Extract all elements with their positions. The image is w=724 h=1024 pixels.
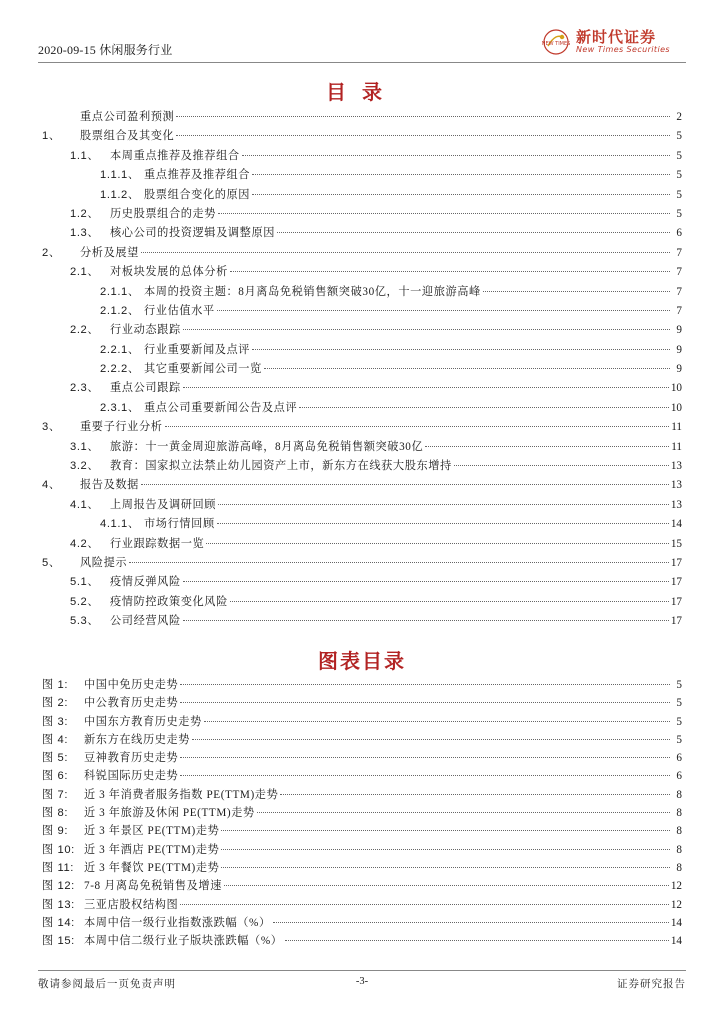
- entry-page: 17: [670, 615, 682, 628]
- entry-number: 5.1、: [70, 576, 100, 589]
- entry-page: 5: [676, 715, 682, 728]
- entry-number: 1.2、: [70, 207, 100, 220]
- entry-page: 14: [670, 916, 682, 929]
- entry-label-group: [42, 438, 423, 457]
- entry-page: 17: [670, 576, 682, 589]
- toc-entry[interactable]: [42, 476, 682, 495]
- entry-number: 2.3.1、: [100, 401, 140, 414]
- entry-label-group: [42, 399, 297, 418]
- entry-number: 4.1、: [70, 498, 100, 511]
- figure-entry[interactable]: [42, 676, 682, 694]
- entry-label: 对板块发展的总体分析: [110, 266, 228, 279]
- entry-page: 7: [676, 266, 682, 279]
- entry-page: 11: [671, 440, 682, 453]
- entry-label: 重点公司跟踪: [110, 382, 181, 395]
- figure-entry[interactable]: [42, 932, 682, 950]
- toc-entry[interactable]: [42, 399, 682, 418]
- entry-label-group: [42, 896, 178, 914]
- entry-label: 教育：国家拟立法禁止幼儿园资产上市，新东方在线获大股东增持: [110, 460, 452, 473]
- entry-label-group: [42, 822, 219, 840]
- entry-label-group: [42, 767, 178, 785]
- figure-list: [42, 676, 682, 950]
- page-header: [38, 28, 686, 62]
- entry-number: 2.2.1、: [100, 343, 140, 356]
- entry-label-group: [42, 224, 275, 243]
- toc-entry[interactable]: [42, 360, 682, 379]
- leader-dots: [218, 504, 669, 505]
- figure-entry[interactable]: [42, 786, 682, 804]
- entry-label: 行业动态跟踪: [110, 324, 181, 337]
- leader-dots: [218, 213, 670, 214]
- entry-number: 3、: [42, 421, 61, 434]
- leader-dots: [252, 194, 670, 195]
- entry-page: 14: [670, 518, 682, 531]
- toc-entry[interactable]: [42, 438, 682, 457]
- entry-label: 中公教育历史走势: [84, 697, 179, 710]
- entry-number: 图 13:: [42, 898, 75, 911]
- leader-dots: [285, 940, 669, 941]
- entry-page: 11: [671, 421, 682, 434]
- entry-label-group: [42, 841, 219, 859]
- entry-label-group: [42, 108, 174, 127]
- leader-dots: [257, 812, 670, 813]
- leader-dots: [183, 620, 669, 621]
- entry-number: 图 10:: [42, 843, 75, 856]
- entry-label: 其它重要新闻公司一览: [144, 363, 262, 376]
- entry-label: 7-8 月离岛免税销售及增速: [84, 880, 222, 893]
- toc-entry[interactable]: [42, 205, 682, 224]
- entry-number: 1、: [42, 130, 61, 143]
- entry-page: 10: [670, 382, 682, 395]
- entry-label-group: [42, 593, 228, 612]
- toc-entry[interactable]: [42, 263, 682, 282]
- entry-page: 13: [670, 460, 682, 473]
- entry-label: 分析及展望: [80, 246, 139, 259]
- entry-label: 重点推荐及推荐组合: [144, 169, 251, 182]
- leader-dots: [180, 684, 670, 685]
- entry-label-group: [42, 554, 127, 573]
- toc-entry[interactable]: [42, 186, 682, 205]
- leader-dots: [242, 155, 670, 156]
- entry-label: 核心公司的投资逻辑及调整原因: [110, 227, 276, 240]
- leader-dots: [180, 904, 669, 905]
- entry-number: 2.1.1、: [100, 285, 140, 298]
- entry-label: 近 3 年消费者服务指数 PE(TTM)走势: [84, 788, 279, 801]
- toc-entry[interactable]: [42, 302, 682, 321]
- entry-label: 本周中信二级行业子版块涨跌幅（%）: [84, 935, 283, 948]
- entry-page: 7: [676, 285, 682, 298]
- entry-number: 4.1.1、: [100, 518, 140, 531]
- toc-entry[interactable]: [42, 108, 682, 127]
- entry-number: 1.1.2、: [100, 188, 140, 201]
- toc-entry[interactable]: [42, 379, 682, 398]
- entry-label-group: [42, 283, 481, 302]
- entry-label-group: [42, 713, 202, 731]
- entry-page: 9: [676, 363, 682, 376]
- entry-label: 本周重点推荐及推荐组合: [110, 149, 240, 162]
- figures-title: 图表目录: [318, 649, 406, 673]
- entry-number: 图 9:: [42, 825, 69, 838]
- entry-label-group: [42, 147, 240, 166]
- entry-number: 图 7:: [42, 788, 69, 801]
- leader-dots: [230, 601, 669, 602]
- leader-dots: [264, 368, 670, 369]
- entry-label-group: [42, 676, 178, 694]
- entry-label: 三亚店股权结构图: [84, 898, 179, 911]
- toc-entry[interactable]: [42, 418, 682, 437]
- entry-number: 2.2.2、: [100, 363, 140, 376]
- entry-number: 3.2、: [70, 460, 100, 473]
- entry-page: 12: [670, 898, 682, 911]
- figure-entry[interactable]: [42, 877, 682, 895]
- new-times-logo-icon: [542, 28, 570, 56]
- leader-dots: [221, 830, 670, 831]
- toc-entry[interactable]: [42, 341, 682, 360]
- entry-label-group: [42, 804, 255, 822]
- entry-label-group: [42, 244, 139, 263]
- entry-number: 5.3、: [70, 615, 100, 628]
- leader-dots: [425, 446, 669, 447]
- figure-entry[interactable]: [42, 841, 682, 859]
- figure-entry[interactable]: [42, 896, 682, 914]
- leader-dots: [221, 867, 670, 868]
- entry-page: 5: [676, 149, 682, 162]
- toc-entry[interactable]: [42, 283, 682, 302]
- entry-number: 1.3、: [70, 227, 100, 240]
- toc-entry[interactable]: [42, 612, 682, 631]
- entry-page: 5: [676, 188, 682, 201]
- leader-dots: [221, 849, 670, 850]
- leader-dots: [141, 484, 669, 485]
- entry-label-group: [42, 166, 250, 185]
- entry-page: 13: [670, 479, 682, 492]
- leader-dots: [224, 885, 669, 886]
- leader-dots: [273, 922, 669, 923]
- header-rule: [38, 62, 686, 63]
- entry-label: 上周报告及调研回顾: [110, 498, 217, 511]
- entry-number: 5、: [42, 556, 61, 569]
- entry-label-group: [42, 731, 190, 749]
- leader-dots: [176, 116, 670, 117]
- logo-mark-text: NEW TIMES: [542, 41, 570, 47]
- entry-number: 1.1、: [70, 149, 100, 162]
- leader-dots: [141, 252, 670, 253]
- entry-label: 疫情防控政策变化风险: [110, 595, 228, 608]
- entry-label: 本周的投资主题：8月离岛免税销售额突破30亿，十一迎旅游高峰: [144, 285, 481, 298]
- entry-number: 3.1、: [70, 440, 100, 453]
- entry-number: 2.3、: [70, 382, 100, 395]
- entry-number: 2.1.2、: [100, 304, 140, 317]
- entry-number: 5.2、: [70, 595, 100, 608]
- entry-number: 4.2、: [70, 537, 100, 550]
- entry-label-group: [42, 496, 216, 515]
- entry-label-group: [42, 205, 216, 224]
- leader-dots: [217, 523, 669, 524]
- toc-entry[interactable]: [42, 244, 682, 263]
- footer-rule: [38, 970, 686, 971]
- leader-dots: [183, 581, 669, 582]
- entry-label-group: [42, 515, 215, 534]
- toc-entry[interactable]: [42, 147, 682, 166]
- toc-title: 目录: [326, 80, 398, 104]
- entry-page: 6: [676, 227, 682, 240]
- entry-label-group: [42, 476, 139, 495]
- header-date-sector: 2020-09-15 休闲服务行业: [38, 43, 173, 57]
- figure-entry[interactable]: [42, 804, 682, 822]
- leader-dots: [129, 562, 669, 563]
- toc-entry[interactable]: [42, 496, 682, 515]
- figure-entry[interactable]: [42, 694, 682, 712]
- entry-number: 图 8:: [42, 807, 69, 820]
- entry-number: 2.2、: [70, 324, 100, 337]
- leader-dots: [192, 739, 670, 740]
- entry-label: 中国东方教育历史走势: [84, 715, 202, 728]
- figure-entry[interactable]: [42, 859, 682, 877]
- leader-dots: [204, 721, 670, 722]
- company-logo: [536, 26, 686, 58]
- entry-number: 图 4:: [42, 733, 69, 746]
- figure-entry[interactable]: [42, 914, 682, 932]
- entry-page: 13: [670, 498, 682, 511]
- entry-label: 中国中免历史走势: [84, 679, 179, 691]
- entry-page: 5: [676, 169, 682, 182]
- toc-entry[interactable]: [42, 224, 682, 243]
- leader-dots: [217, 310, 670, 311]
- entry-label-group: [42, 379, 181, 398]
- entry-number: 图 15:: [42, 935, 75, 948]
- entry-label: 股票组合及其变化: [80, 130, 175, 143]
- figure-entry[interactable]: [42, 822, 682, 840]
- entry-label: 近 3 年景区 PE(TTM)走势: [84, 825, 220, 838]
- entry-page: 5: [676, 130, 682, 143]
- page-number: -3-: [355, 976, 369, 987]
- leader-dots: [176, 135, 670, 136]
- entry-label: 近 3 年餐饮 PE(TTM)走势: [84, 861, 220, 874]
- entry-number: 图 12:: [42, 880, 75, 893]
- entry-label: 行业重要新闻及点评: [144, 343, 251, 356]
- entry-label: 旅游：十一黄金周迎旅游高峰，8月离岛免税销售额突破30亿: [110, 440, 424, 453]
- entry-label-group: [42, 418, 163, 437]
- entry-label: 风险提示: [80, 556, 128, 569]
- table-of-contents: [42, 108, 682, 632]
- entry-page: 17: [670, 556, 682, 569]
- entry-label-group: [42, 749, 178, 767]
- entry-number: 图 11:: [42, 861, 75, 874]
- entry-page: 14: [670, 935, 682, 948]
- entry-label-group: [42, 127, 174, 146]
- toc-entry[interactable]: [42, 593, 682, 612]
- entry-number: 图 3:: [42, 715, 69, 728]
- entry-label-group: [42, 302, 215, 321]
- figure-entry[interactable]: [42, 713, 682, 731]
- entry-label: 历史股票组合的走势: [110, 207, 217, 220]
- figure-entry[interactable]: [42, 767, 682, 785]
- toc-entry[interactable]: [42, 127, 682, 146]
- entry-label-group: [42, 535, 204, 554]
- entry-page: 5: [676, 733, 682, 746]
- entry-label: 报告及数据: [80, 479, 139, 492]
- entry-number: 图 5:: [42, 752, 69, 765]
- entry-page: 8: [676, 825, 682, 838]
- entry-label: 公司经营风险: [110, 615, 181, 628]
- entry-label: 重要子行业分析: [80, 421, 163, 434]
- entry-label-group: [42, 263, 228, 282]
- entry-number: 2、: [42, 246, 61, 259]
- entry-label-group: [42, 786, 278, 804]
- entry-page: 7: [676, 246, 682, 259]
- figure-entry[interactable]: [42, 731, 682, 749]
- entry-page: 17: [670, 595, 682, 608]
- entry-label: 豆神教育历史走势: [84, 752, 179, 765]
- footer-disclaimer: 敬请参阅最后一页免责声明: [38, 979, 176, 990]
- leader-dots: [180, 757, 670, 758]
- entry-label-group: [42, 932, 283, 950]
- entry-label-group: [42, 612, 181, 631]
- entry-page: 8: [676, 861, 682, 874]
- entry-number: 图 14:: [42, 916, 75, 929]
- leader-dots: [280, 794, 670, 795]
- toc-entry[interactable]: [42, 166, 682, 185]
- entry-label: 疫情反弹风险: [110, 576, 181, 589]
- entry-label-group: [42, 877, 222, 895]
- entry-label: 市场行情回顾: [144, 518, 215, 531]
- entry-number: 2.1、: [70, 266, 100, 279]
- entry-label: 股票组合变化的原因: [144, 188, 251, 201]
- toc-entry[interactable]: [42, 554, 682, 573]
- entry-label-group: [42, 360, 262, 379]
- entry-number: 1.1.1、: [100, 169, 140, 182]
- leader-dots: [180, 775, 670, 776]
- entry-label-group: [42, 457, 452, 476]
- entry-page: 8: [676, 788, 682, 801]
- entry-label-group: [42, 321, 181, 340]
- entry-label-group: [42, 914, 271, 932]
- leader-dots: [252, 174, 670, 175]
- entry-page: 9: [676, 324, 682, 337]
- entry-page: 12: [670, 880, 682, 893]
- leader-dots: [165, 426, 670, 427]
- entry-label: 近 3 年酒店 PE(TTM)走势: [84, 843, 220, 856]
- entry-label: 行业估值水平: [144, 304, 215, 317]
- entry-page: 8: [676, 843, 682, 856]
- leader-dots: [183, 329, 670, 330]
- leader-dots: [299, 407, 669, 408]
- entry-page: 10: [670, 401, 682, 414]
- entry-page: 6: [676, 752, 682, 765]
- leader-dots: [277, 232, 670, 233]
- entry-page: 15: [670, 537, 682, 550]
- entry-page: 5: [676, 207, 682, 220]
- entry-label-group: [42, 694, 178, 712]
- toc-entry[interactable]: [42, 321, 682, 340]
- entry-label-group: [42, 573, 181, 592]
- page-footer: [38, 976, 686, 992]
- leader-dots: [483, 291, 670, 292]
- logo-en-text: New Times Securities: [576, 45, 670, 54]
- entry-page: 2: [676, 111, 682, 123]
- entry-label-group: [42, 186, 250, 205]
- toc-entry[interactable]: [42, 457, 682, 476]
- leader-dots: [180, 702, 670, 703]
- entry-page: 7: [676, 304, 682, 317]
- entry-page: 8: [676, 807, 682, 820]
- entry-label: 本周中信一级行业指数涨跌幅（%）: [84, 916, 271, 929]
- entry-label: 重点公司盈利预测: [80, 111, 175, 123]
- entry-page: 6: [676, 770, 682, 783]
- entry-label-group: [42, 859, 219, 877]
- entry-page: 5: [676, 697, 682, 710]
- entry-number: 4、: [42, 479, 61, 492]
- entry-label: 近 3 年旅游及休闲 PE(TTM)走势: [84, 807, 255, 820]
- entry-label: 科锐国际历史走势: [84, 770, 179, 783]
- toc-entry[interactable]: [42, 573, 682, 592]
- toc-entry[interactable]: [42, 515, 682, 534]
- entry-label: 行业跟踪数据一览: [110, 537, 205, 550]
- entry-label: 重点公司重要新闻公告及点评: [144, 401, 298, 414]
- entry-label-group: [42, 341, 250, 360]
- leader-dots: [230, 271, 670, 272]
- entry-number: 图 2:: [42, 697, 69, 710]
- leader-dots: [454, 465, 669, 466]
- entry-label: 新东方在线历史走势: [84, 733, 191, 746]
- entry-number: 图 1:: [42, 679, 69, 691]
- footer-report-type: 证券研究报告: [617, 979, 686, 990]
- figure-entry[interactable]: [42, 749, 682, 767]
- leader-dots: [206, 543, 669, 544]
- entry-number: 图 6:: [42, 770, 69, 783]
- leader-dots: [183, 387, 669, 388]
- toc-entry[interactable]: [42, 535, 682, 554]
- leader-dots: [252, 349, 670, 350]
- entry-page: 9: [676, 343, 682, 356]
- logo-cn-text: 新时代证券: [576, 28, 657, 46]
- entry-page: 5: [676, 679, 682, 691]
